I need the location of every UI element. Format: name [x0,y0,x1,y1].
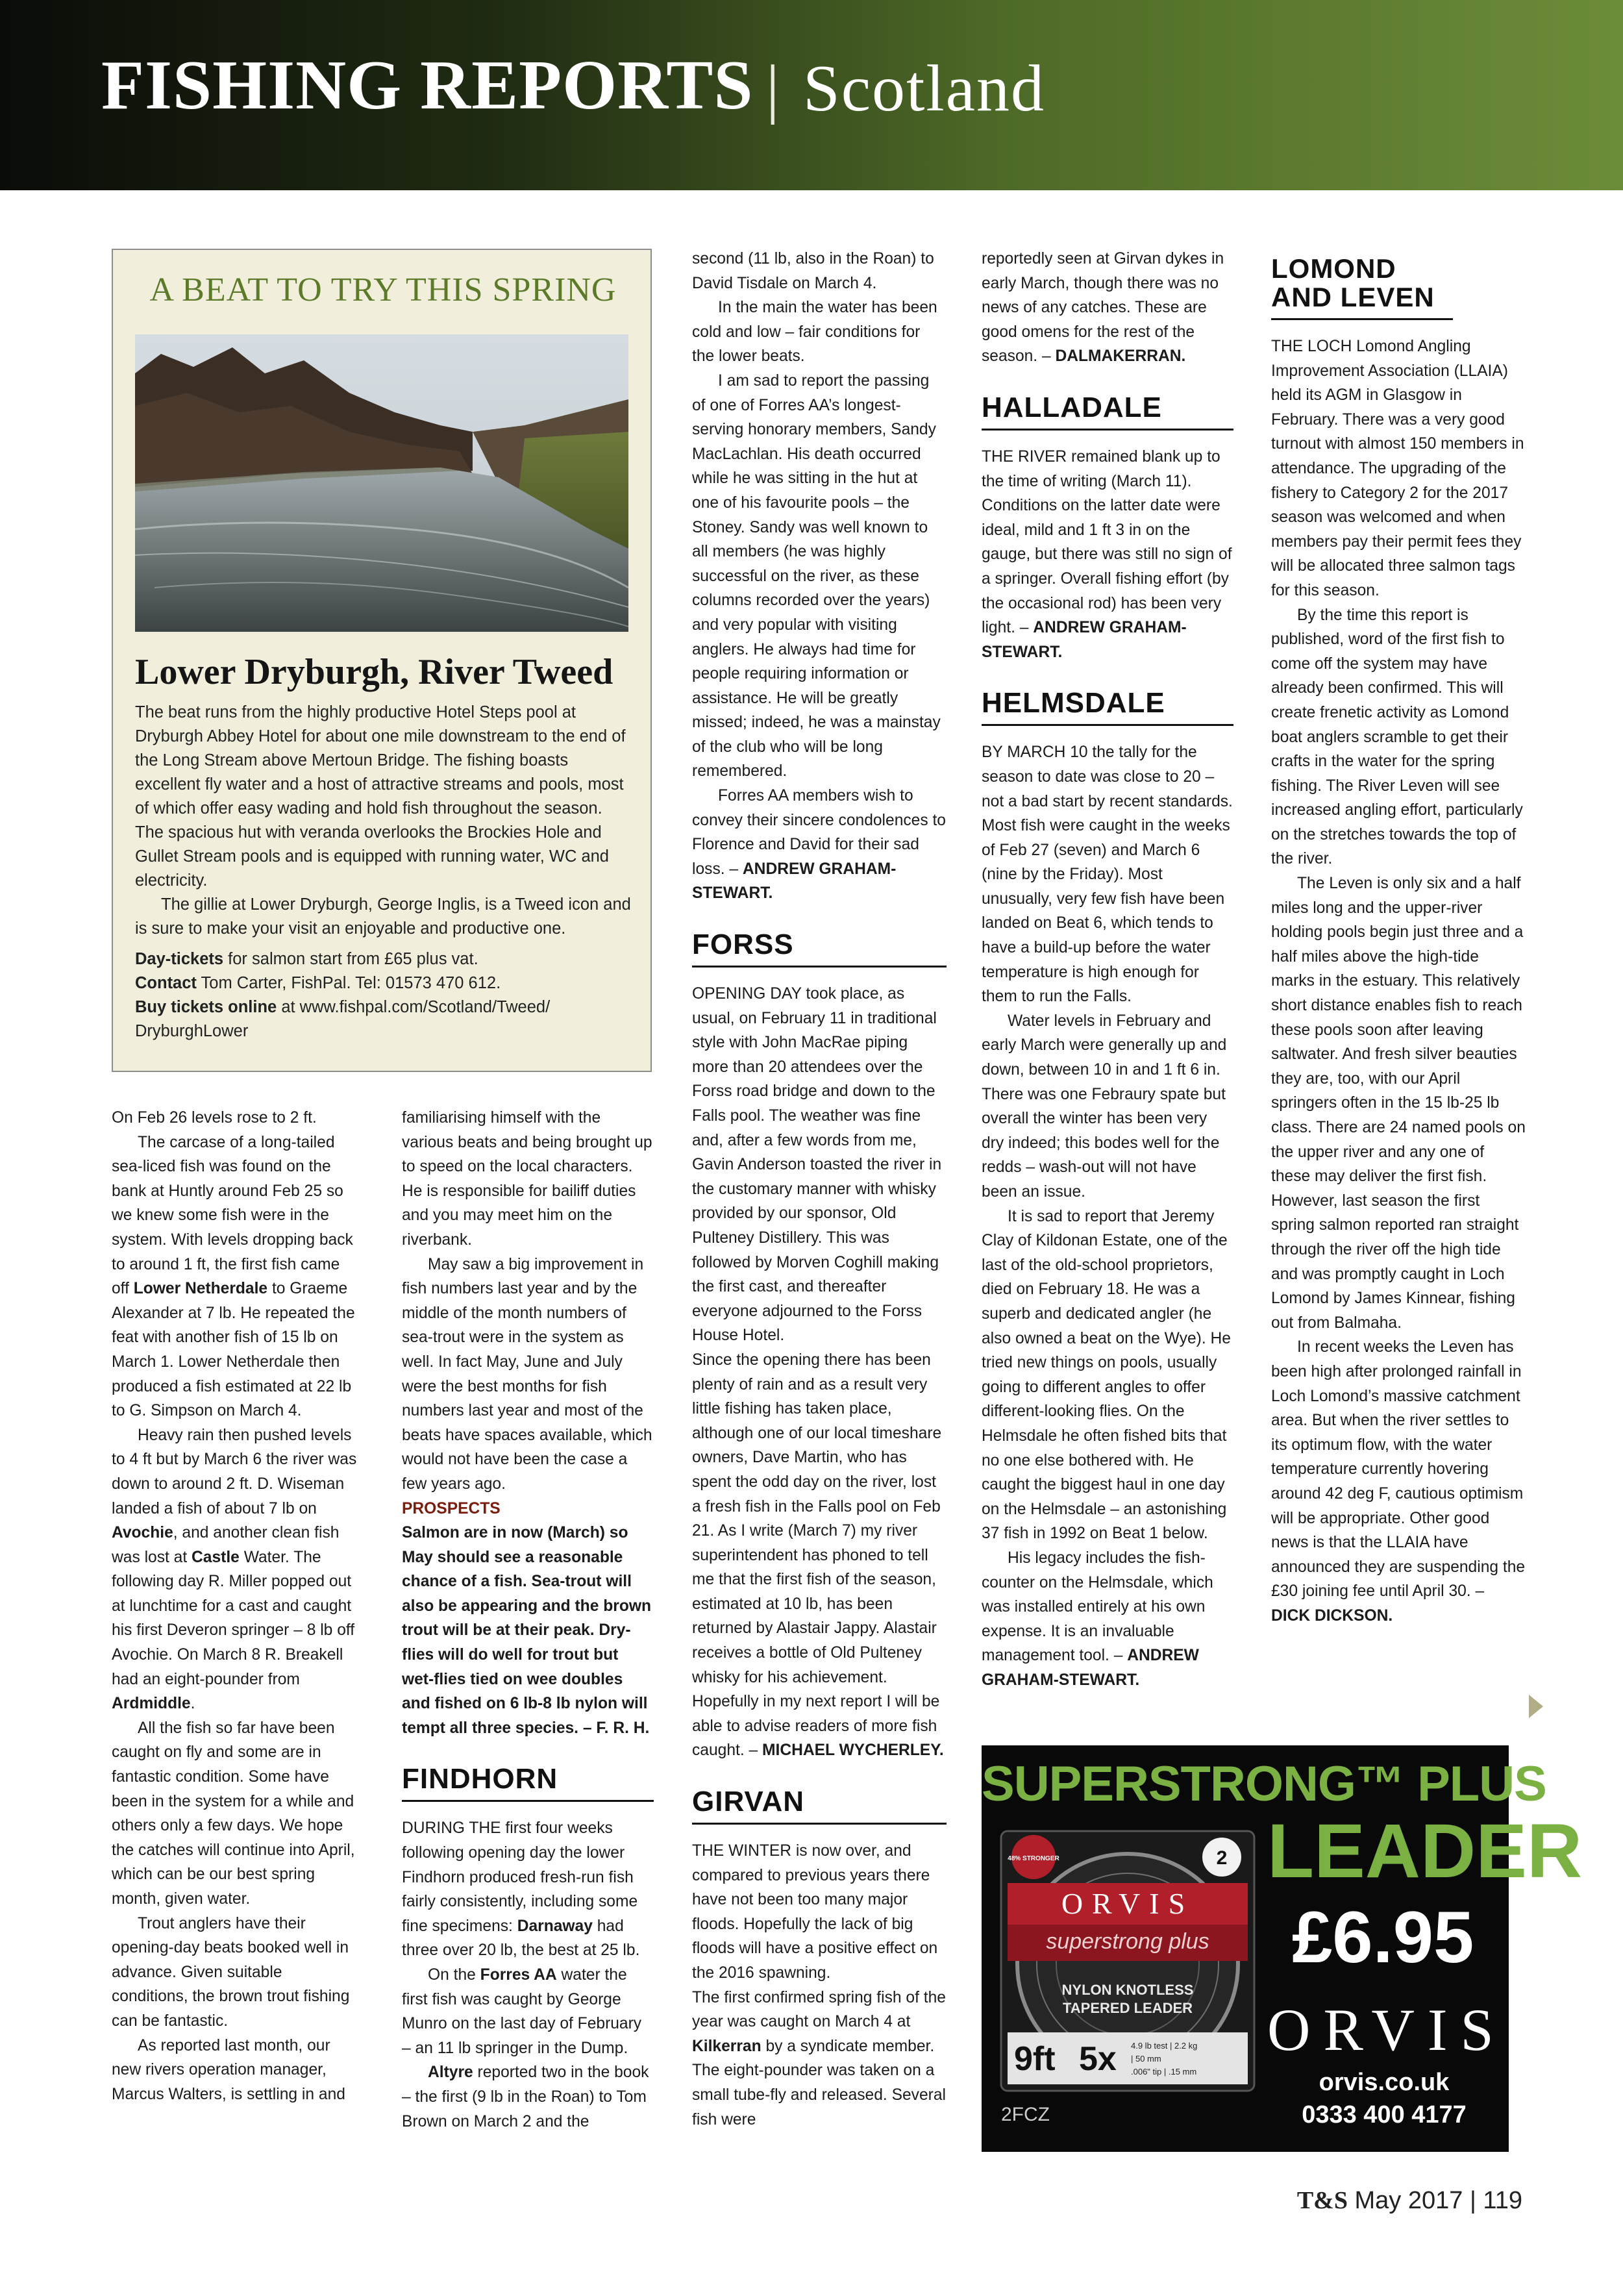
paragraph: Forres AA members wish to convey their sincere condolences to Florence and David for their sad loss. – ANDREW GRAHAM-STEWART. [692,787,946,903]
footer-separator: | [1469,2187,1476,2214]
prospects-label: PROSPECTS [402,1499,501,1517]
paragraph: THE LOCH Lomond Angling Improvement Association (LLAIA) held its AGM in Glasgow in February. There was a very good turnout with almost 150 members in attendance. The upgrading of the fishery to Category 2 for the 2017 season was welcomed and when members pay their permit fees they will be allocated three salmon tags for this season. [1271,338,1524,599]
prospects-text: Salmon are in now (March) so May should see a reasonable chance of a fish. Sea-trout will also be appearing and the brown trout will be at their peak. Dry-flies will do well for trout but wet-flies tied on wee doubles and fished on 6 lb-8 lb nylon will tempt all three species. – F. R. H. [402,1524,651,1737]
pack-spec1: 4.9 lb test | 2.2 kg [1131,2041,1198,2051]
paragraph: BY MARCH 10 the tally for the season to date was close to 20 – not a bad start by recent standards. Most fish were caught in the weeks of Feb 27 (seven) and March 6 (nine by the Friday). Most unusually, very few fish have been landed on Beat 6, which tends to have a build-up before the water temperature is high enough for them to run the Falls. [982,743,1233,1006]
paragraph: Trout anglers have their opening-day beats booked well in advance. Given suitable conditions, the brown trout fishing can be fantastic. [112,1914,350,2030]
ad-code: 2FCZ [1001,2104,1050,2125]
paragraph: All the fish so far have been caught on fly and some are in fantastic condition. Some have been in the system for a while and others only a few days. We hope the catches will continue into April, which can be our best spring month, given water. [112,1719,355,1908]
day-tickets-line [135,947,634,971]
paragraph: In the main the water has been cold and low – fair conditions for the lower beats. [692,299,937,366]
contact-line [135,971,634,995]
halladale-heading: HALLADALE [982,393,1233,430]
section-title: FISHING REPORTS [101,47,754,124]
pack-line2: TAPERED LEADER [1062,2000,1193,2016]
buy-online-label: Buy tickets online [135,998,277,1016]
paragraph: Water levels in February and early March were generally up and down, between 10 in and 1 ft 6 in. There was one Febraury spate but overall the winter has been very dry indeed; this bodes well for the redds – wash-out will not have been an issue. [982,1012,1227,1201]
paragraph: May saw a big improvement in fish numbers last year and by the middle of the month numbers of sea-trout were in the system as well. In fact May, June and July were the best months for fish numbers last year and most of the beats have spaces available, which would not have been the case a few years ago. [402,1255,652,1493]
beat-description [135,701,634,1043]
forss-heading: FORSS [692,930,947,967]
pack-tippet-badge: 2 [1216,1847,1228,1869]
issue-date: May 2017 [1354,2187,1463,2214]
pack-brand: ORVIS [1061,1887,1195,1920]
paragraph: In recent weeks the Leven has been high after prolonged rainfall in Loch Lomond’s massive catchment area. But when the river settles to its optimum flow, with the water temperature currently hovering around 42 deg F, cautious optimism will be appropriate. Other good news is that the LLAIA have announced they are suspending the £30 joining fee until April 30. – DICK DICKSON. [1271,1338,1526,1625]
pack-spec2: .006" tip | .15 mm [1131,2067,1197,2077]
page-header [0,0,1623,190]
beat-paragraph: The gillie at Lower Dryburgh, George Inglis, is a Tweed icon and is sure to make your visit an enjoyable and productive one. [135,895,631,938]
orvis-advert[interactable] [982,1745,1583,2152]
column-halladale-helmsdale [982,247,1233,1692]
day-tickets-label: Day-tickets [135,950,224,968]
ad-website[interactable]: orvis.co.uk [1319,2069,1450,2096]
ad-phone: 0333 400 4177 [1302,2101,1467,2128]
leader-pack-image [995,1825,1261,2097]
pack-badge: 48% STRONGER [1008,1855,1059,1862]
helmsdale-heading: HELMSDALE [982,689,1233,726]
contact-text: Tom Carter, FishPal. Tel: 01573 470 612. [196,974,501,992]
paragraph: familiarising himself with the various beats and being brought up to speed on the local characters. He is responsible for bailiff duties and you may meet him on the riverbank. [402,1109,652,1249]
beat-title: Lower Dryburgh, River Tweed [135,652,613,692]
pack-tippet: 5x [1079,2040,1117,2078]
findhorn-heading: FINDHORN [402,1765,654,1802]
paragraph: Altyre reported two in the book – the first (9 lb in the Roan) to Tom Brown on March 2 and the [402,2064,649,2130]
column-findhorn-forss-girvan [692,247,947,2132]
lomond-leven-heading: LOMOND AND LEVEN [1271,255,1453,320]
pack-spec3: | 50 mm [1131,2054,1161,2064]
river-tweed-image [135,334,628,632]
column-deveron-cont [112,1106,357,2106]
column-lomond-leven [1271,249,1526,1628]
contact-label: Contact [135,974,197,992]
paragraph: reportedly seen at Girvan dykes in early March, though there was no news of any catches. These are good omens for the rest of the season. – DALMAKERRAN. [982,250,1224,366]
page-number: 119 [1483,2187,1522,2214]
paragraph: second (11 lb, also in the Roan) to David Tisdale on March 4. [692,250,934,292]
paragraph: The Leven is only six and a half miles long and the upper-river holding pools begin just three and a half miles above the high-tide marks in the estuary. This relatively short distance enables fish to reach these pools soon after leaving saltwater. And fresh silver beauties they are, too, with our April springers often in the 15 lb-25 lb class. There are 24 named pools on the upper river and any one of these may deliver the first fish. However, last season the first spring salmon reported ran straight through the river off the high tide and was promptly caught in Loch Lomond by James Kinnear, fishing out from Balmaha. [1271,875,1526,1332]
header-separator: | [766,52,780,125]
magazine-logo: T&S [1296,2187,1348,2214]
ad-headline-leader: LEADER [1267,1808,1583,1894]
girvan-heading: GIRVAN [692,1788,947,1825]
paragraph: On the Forres AA water the first fish was caught by George Munro on the last day of February – an 11 lb springer in the Dump. [402,1966,642,2057]
ad-price: £6.95 [1292,1897,1474,1978]
paragraph: The first confirmed spring fish of the year was caught on March 4 at Kilkerran by a syndicate member. The eight-pounder was taken on a small tube-fly and released. Several fish were [692,1988,946,2128]
box-heading: A BEAT TO TRY THIS SPRING [149,271,617,308]
paragraph: I am sad to report the passing of one of Forres AA’s longest-serving honorary members, Sandy MacLachlan. His death occurred while he was sitting in the hut at one of his favourite pools – the Stoney. Sandy was well known to all members (he was highly successful on the river, as these columns recorded over the years) and very popular with visiting anglers. He always had time for people requiring information or assistance. He will be greatly missed; indeed, he was a mainstay of the club who will be long remembered. [692,371,941,780]
beat-to-try-box [112,249,652,1072]
orvis-logo: ORVIS [1267,1997,1507,2063]
continue-arrow-icon [1529,1695,1543,1718]
page-footer [1297,2188,1522,2213]
paragraph: On Feb 26 levels rose to 2 ft. [112,1109,317,1127]
paragraph: By the time this report is published, word of the first fish to come off the system may have already been confirmed. This will create frenetic activity as Lomond boat anglers scramble to get their crafts in the water for the spring fishing. The River Leven will see increased angling effort, particularly on the stretches towards the top of the river. [1271,606,1523,868]
paragraph: His legacy includes the fish-counter on the Helmsdale, which was installed entirely at his own expense. It is an invaluable management tool. – ANDREW GRAHAM-STEWART. [982,1549,1213,1689]
paragraph: Heavy rain then pushed levels to 4 ft but by March 6 the river was down to around 2 ft. D. Wiseman landed a fish of about 7 lb on Avochie, and another clean fish was lost at Castle Water. The following day R. Miller popped out at lunchtime for a cast and caught his first Deveron springer – 8 lb off Avochie. On March 8 R. Breakell had an eight-pounder from Ardmiddle. [112,1426,357,1713]
column-prospects-findhorn [402,1106,654,2134]
paragraph: OPENING DAY took place, as usual, on February 11 in traditional style with John MacRae piping more than 20 attendees over the Forss road bridge and down to the Falls pool. The weather was fine and, after a few words from me, Gavin Anderson toasted the river in the customary manner with whisky provided by our sponsor, Old Pulteney Distillery. This was followed by Morven Coghill making the first cast, and thereafter everyone adjourned to the Forss House Hotel. [692,985,942,1345]
paragraph: As reported last month, our new rivers operation manager, Marcus Walters, is settling in and [112,2036,345,2103]
paragraph: THE WINTER is now over, and compared to previous years there have not been too many major floods. Hopefully the lack of big floods will have a positive effect on the 2016 spawning. [692,1842,938,1982]
paragraph: The carcase of a long-tailed sea-liced fish was found on the bank at Huntly around Feb 25 so we knew some fish were in the system. With levels dropping back to around 1 ft, the first fish came off Lower Netherdale to Graeme Alexander at 7 lb. He repeated the feat with another fish of 15 lb on March 1. Lower Netherdale then produced a fish estimated at 22 lb to G. Simpson on March 4. [112,1133,355,1420]
buy-online-line [135,995,634,1043]
pack-product: superstrong plus [1046,1929,1209,1954]
ad-headline: SUPERSTRONG™ PLUS [982,1756,1546,1812]
paragraph: Since the opening there has been plenty of rain and as a result very little fishing has taken place, although one of our local timeshare owners, Dave Martin, who has spent the odd day on the river, lost a fresh fish in the Falls pool on Feb 21. As I write (March 7) my river superintendent has phoned to tell me that the first fish of the season, estimated at 10 lb, has been returned by Alastair Jappy. Alastair receives a bottle of Old Pulteney whisky for his achievement. Hopefully in my next report I will be able to advise readers of more fish caught. – MICHAEL WYCHERLEY. [692,1351,944,1760]
paragraph: It is sad to report that Jeremy Clay of Kildonan Estate, one of the last of the old-school proprietors, died on February 18. He was a superb and dedicated angler (he also owned a beat on the Wye). He tried new things on pools, usually going to different angles to offer different-looking flies. On the Helmsdale he often fished bits that no one else bothered with. He caught the biggest haul in one day on the Helmsdale – an astonishing 37 fish in 1992 on Beat 1 below. [982,1207,1231,1543]
pack-line1: NYLON KNOTLESS [1061,1982,1194,1998]
beat-paragraph: The beat runs from the highly productive Hotel Steps pool at Dryburgh Abbey Hotel for about one mile downstream to the end of the Long Stream above Mertoun Bridge. The fishing boasts excellent fly water and a host of attractive streams and pools, most of which offer easy wading and hold fish throughout the season. The spacious hut with veranda overlooks the Brockies Hole and Gullet Stream pools and is equipped with running water, WC and electricity. [135,703,626,890]
buy-online-link[interactable]: at www.fishpal.com/Scotland/Tweed/ DryburghLower [135,998,551,1040]
paragraph: THE RIVER remained blank up to the time of writing (March 11). Conditions on the latter date were ideal, mild and 1 ft 3 in on the gauge, but there was still no sign of a springer. Overall fishing effort (by the occasional rod) has been very light. – ANDREW GRAHAM-STEWART. [982,447,1232,661]
paragraph: DURING THE first four weeks following opening day the lower Findhorn produced fresh-run fish fairly consistently, including some fine specimens: Darnaway had three over 20 lb, the best at 25 lb. [402,1819,640,1960]
day-tickets-text: for salmon start from £65 plus vat. [223,950,478,968]
river-photo [135,334,628,632]
pack-length: 9ft [1014,2040,1056,2078]
region-title: Scotland [803,52,1045,125]
